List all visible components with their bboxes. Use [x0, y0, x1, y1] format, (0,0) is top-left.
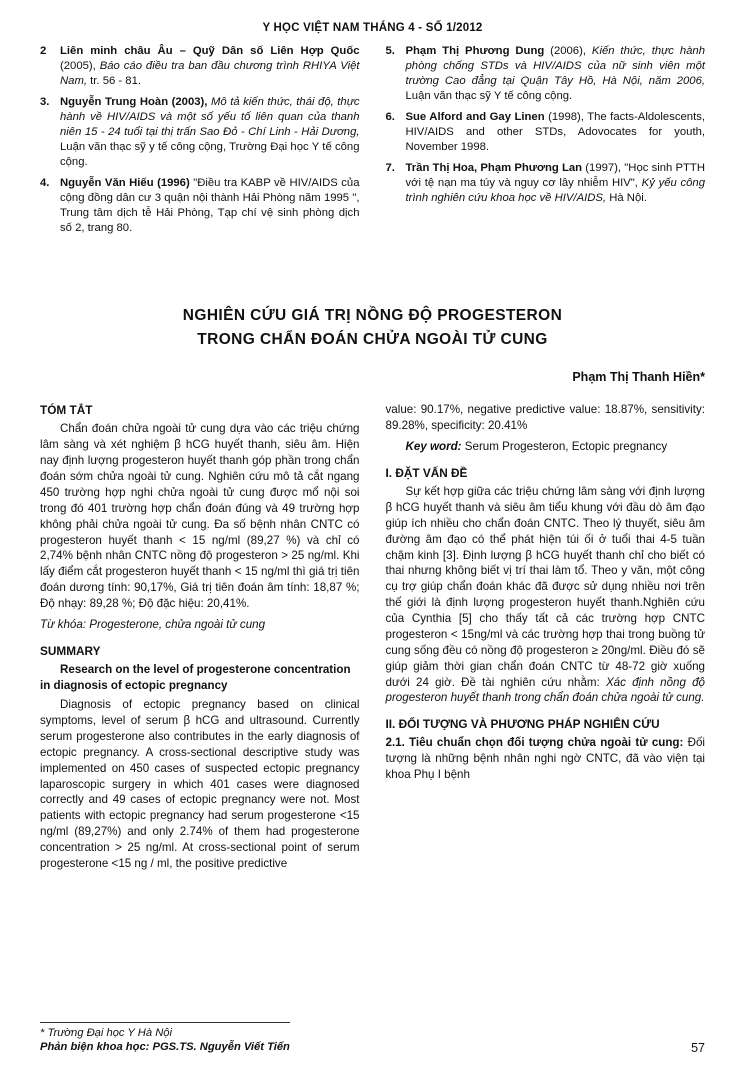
- reference-rest: (2006),: [544, 45, 592, 57]
- reference-item: [386, 44, 706, 104]
- reference-rest: (1998), The facts-Aldolescents, HIV/AIDS and other STDs, Adovocates for youth, November 1998.: [405, 111, 705, 154]
- reference-rest: (2005),: [60, 60, 100, 73]
- footnote-affiliation: * Trường Đại học Y Hà Nội: [40, 1027, 172, 1039]
- keywords-en: [386, 439, 706, 455]
- footnote-reviewer: Phản biện khoa học: PGS.TS. Nguyễn Viết Tiến: [40, 1041, 290, 1053]
- reference-number: 3.: [40, 96, 50, 109]
- reference-number: 4.: [40, 177, 50, 190]
- reference-item: [386, 161, 706, 206]
- reference-item: [386, 110, 706, 155]
- reference-number: 6.: [385, 111, 395, 124]
- footnote-divider: [40, 1022, 290, 1023]
- reference-rest: "Điều tra KABP về HIV/AIDS của cộng đồng dân cư 3 quận nội thành Hải Phòng năm 1995 ", Trung tâm dịch tễ Hải Phòng, Tạp chí vệ sinh phòng dịch số 2, trang 80.: [60, 177, 360, 235]
- reference-text: [406, 44, 706, 104]
- reference-author: Trần Thị Hoa, Phạm Phương Lan: [405, 162, 583, 175]
- reference-author: Phạm Thị Phương Dung: [405, 45, 545, 57]
- reference-title: Kiến thức, thực hành phòng chống STDs và HIV/AIDS của nữ sinh viên một trường Cao đẳng tại Quận Tây Hồ, Hà Nội, năm 2006,: [405, 45, 705, 88]
- references-column-left: [40, 44, 360, 242]
- reference-tail: Luận văn thạc sỹ y tế công cộng, Trường Đại học Y tế công cộng.: [60, 141, 360, 169]
- reference-text: [60, 95, 360, 170]
- article-author: Phạm Thị Thanh Hiền*: [572, 370, 705, 385]
- summary-paragraph: Diagnosis of ectopic pregnancy based on clinical symptoms, level of serum β hCG and ultrasound. Currently serum progesterone also contributes in the early diagnosis of ectopic pregnancy. A cross-sectional descriptive study was implemented on 450 cases of suspected ectopic pregnancy laparoscopic surgery in which 401 cases were diagnosed correctly and 49 cases of ectopic pregnancy were not. Most patients with ectopic pregnancy had serum progesterone <15 ng/ml (89,27%) and only 2.74% of them had progesterone concentration > 25 ng/ml. At cross-sectional point of serum progesterone <15 ng / ml, the positive predictive: [40, 698, 360, 870]
- summary-continuation: value: 90.17%, negative predictive value: 18.87%, sensitivity: 89.28%, specificity: 20.41%: [385, 403, 705, 433]
- reference-number: 5.: [385, 45, 395, 57]
- reference-item: [40, 176, 360, 236]
- article-title-line1: NGHIÊN CỨU GIÁ TRỊ NỒNG ĐỘ PROGESTERON: [182, 307, 563, 325]
- section-1-text: Sự kết hợp giữa các triệu chứng lâm sàng với định lượng β hCG huyết thanh và siêu âm tiểu khung với đầu dò âm đạo giúp ích nhiều cho chẩn đoán CNTC. Theo lý thuyết, siêu âm đường âm đạo có thể phát hiện túi ối ở tuổi thai 4-5 tuần chậm kinh [3]. Định lượng β hCG huyết thanh chỉ cho biết có thai nhưng không biết vị trí thai làm tổ. Theo y văn, một công cụ trợ giúp chẩn đoán khác đã được sử dụng nhiều nơi trên thế giới là định lượng progesteron huyết thanh.Nghiên cứu của Cynthia [5] cho thấy tất cả các trường hợp CNTC progesteron < 15ng/ml và các trường hợp thai trong buồng tử cung sống đều có nồng độ progesteron ≥ 20ng/ml. Điều đó sẽ giúp giảm thời gian chẩn đoán CNTC từ 48-72 giờ xuống dưới 24 giờ. Đề tài nghiên cứu nhằm:: [385, 485, 705, 689]
- reference-text: [60, 176, 360, 236]
- reference-tail: Luận văn thạc sỹ Y tế công cộng.: [405, 90, 573, 103]
- reference-item: [40, 44, 360, 89]
- keywords-vi: Từ khóa: Progesterone, chửa ngoài tử cung: [40, 617, 266, 631]
- section-heading-tomtat: TÓM TẮT: [40, 403, 93, 418]
- section-2-text: Đối tượng là những bệnh nhân nghi ngờ CNTC, đã vào viện tại khoa Phụ I bệnh: [385, 736, 706, 782]
- reference-number: 2: [40, 45, 47, 57]
- article-title-line2: TRONG CHẨN ĐOÁN CHỬA NGOÀI TỬ CUNG: [197, 331, 548, 349]
- reference-text: [406, 110, 706, 155]
- reference-text: [406, 161, 706, 206]
- reference-author: Nguyễn Văn Hiếu (1996): [60, 177, 190, 190]
- summary-title: Research on the level of progesterone concentration in diagnosis of ectopic pregnancy: [40, 662, 351, 692]
- page-number: 57: [691, 1041, 705, 1055]
- article-body: [40, 402, 705, 877]
- page-footer: [40, 1022, 705, 1053]
- references-section: [40, 44, 705, 242]
- reference-author: Liên minh châu Âu – Quỹ Dân số Liên Hợp Quốc: [60, 45, 360, 57]
- section-heading-1: I. ĐẶT VẤN ĐỀ: [385, 465, 468, 480]
- section-2-paragraph: [386, 735, 706, 783]
- section-1-paragraph: [386, 484, 706, 706]
- body-column-left: [40, 402, 360, 877]
- reference-text: [60, 44, 360, 89]
- tomtat-paragraph: Chẩn đoán chửa ngoài tử cung dựa vào các triệu chứng lâm sàng và xét nghiệm β hCG huyết thanh, siêu âm. Hiện nay định lượng progesteron huyết thanh góp phần trong chẩn đoán sớm chửa ngoài tử cung. Nghiên cứu mô tả cắt ngang 450 trường hợp nghi chửa ngoài tử cung được mổ nội soi trong đó 401 trường hợp chẩn đoán đúng và 49 trường hợp không phải chửa ngoài tử cung. Đa số bệnh nhân CNTC có progesteron huyết thanh < 15 ng/ml (89,27 %) và chỉ có 2,74% bệnh nhân CNTC nồng độ progesteron > 25 ng/ml. Khi lấy điểm cắt progesteron huyết thanh < 15 ng/ml thì giá trị tiên đoán dương tính: 90,17%, Giá trị tiên đoán âm tính: 18,87 %; Độ nhạy: 89,28 %; Độ đặc hiệu: 20,41%.: [40, 422, 360, 610]
- reference-item: [40, 95, 360, 170]
- section-heading-2: II. ĐỐI TƯỢNG VÀ PHƯƠNG PHÁP NGHIÊN CỨU: [385, 717, 660, 732]
- reference-rest: (1997), "Học sinh PTTH với tệ nạn ma túy và nguy cơ lây nhiễm HIV",: [405, 162, 705, 190]
- reference-number: 7.: [385, 162, 395, 175]
- reference-author: Nguyễn Trung Hoàn (2003),: [60, 96, 208, 109]
- article-title: [40, 304, 705, 352]
- section-heading-summary: SUMMARY: [40, 643, 101, 658]
- running-header: Y HỌC VIỆT NAM THÁNG 4 - SỐ 1/2012: [262, 22, 483, 34]
- reference-tail: Hà Nội.: [606, 192, 647, 205]
- keyword-label: Key word:: [405, 439, 462, 453]
- references-column-right: [386, 44, 706, 242]
- reference-author: Sue Alford and Gay Linen: [405, 111, 545, 124]
- keyword-text: Serum Progesteron, Ectopic pregnancy: [461, 439, 668, 453]
- reference-tail: tr. 56 - 81.: [87, 75, 142, 88]
- reference-title: Mô tả kiến thức, thái độ, thực hành về HIV/AIDS và một số yếu tố liên quan của thanh niên 15 - 24 tuổi tại thị trấn Sao Đỏ - Chí Linh - Hải Dương,: [60, 96, 360, 139]
- reference-title: Kỷ yếu công trình nghiên cứu khoa học về HIV/AIDS,: [405, 177, 705, 205]
- reference-title: Báo cáo điều tra ban đầu chương trình RHIYA Việt Nam,: [60, 60, 360, 88]
- body-column-right: [386, 402, 706, 877]
- section-1-objective: Xác định nồng độ progesteron huyết thanh trong chẩn đoán chửa ngoài tử cung.: [385, 675, 705, 705]
- section-2-subheading: 2.1. Tiêu chuẩn chọn đối tượng chửa ngoài tử cung:: [385, 736, 684, 750]
